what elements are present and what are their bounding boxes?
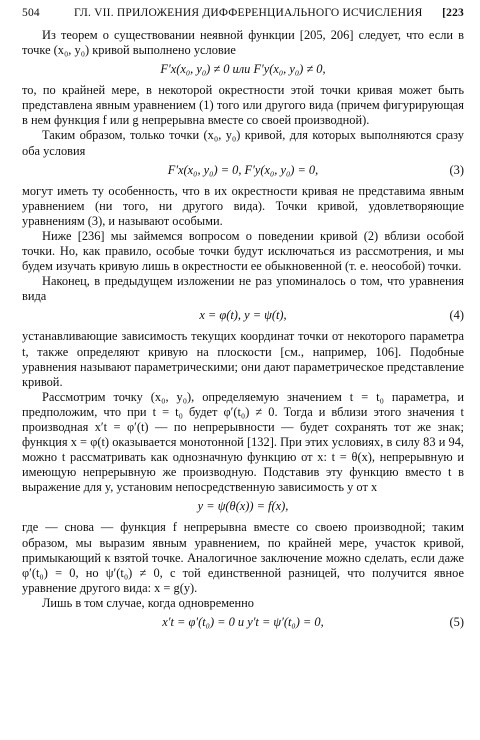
paragraph: Таким образом, только точки (x₀, y₀) кривой, для которых выполняются сразу оба условия bbox=[22, 128, 464, 158]
chapter-title: ГЛ. VII. ПРИЛОЖЕНИЯ ДИФФЕРЕНЦИАЛЬНОГО ИСЧИСЛЕНИЯ bbox=[74, 7, 423, 19]
display-formula bbox=[22, 162, 464, 179]
page-body bbox=[22, 28, 464, 631]
page-number: 504 bbox=[22, 7, 40, 19]
paragraph: то, по крайней мере, в некоторой окрестности этой точки кривая может быть представлена явным уравнением (1) того или другого вида (причем фигурирующая в нем функция f или g непрерывна вместе со своей производной). bbox=[22, 83, 464, 128]
paragraph: устанавливающие зависимость текущих координат точки от некоторого параметра t, также определяют кривую на плоскости [см., например, 106]. Подобные уравнения называют параметрическими; они дают параметрическое представление кривой. bbox=[22, 329, 464, 389]
running-header bbox=[22, 6, 464, 20]
formula-text: x′t = φ′(t₀) = 0 и y′t = ψ′(t₀) = 0, bbox=[162, 615, 324, 629]
paragraph: где — снова — функция f непрерывна вместе со своею производной; таким образом, мы выразим явным уравнением, по крайней мере, участок кривой, примыкающий к взятой точке. Аналогичное заключение можно сделать, если даже φ′(t₀) = 0, но ψ′(t₀) ≠ 0, с той единственной разницей, что получится явное уравнение другого вида: x = g(y). bbox=[22, 520, 464, 595]
paragraph: Лишь в том случае, когда одновременно bbox=[42, 595, 254, 610]
formula-text: y = ψ(θ(x)) = f(x), bbox=[197, 499, 289, 514]
display-formula bbox=[22, 498, 464, 515]
paragraph: Рассмотрим точку (x₀, y₀), определяемую значением t = t₀ параметра, и предположим, что при t = t₀ будет φ′(t₀) ≠ 0. Тогда и вблизи этого значения t производная x′t = φ′(t) — по непрерывности — будет сохранять тот же знак; функция x = φ(t) оказывается монотонной [132]. При этих условиях, в силу 83 и 94, можно t рассматривать как однозначную функцию от x: t = θ(x), непрерывную и имеющую непрерывную же производную. Подставив эту функцию вместо t в выражение для y, установим непосредственную зависимость y от x bbox=[22, 389, 464, 495]
paragraph: могут иметь ту особенность, что в их окрестности кривая не представима явным уравнением (ни того, ни другого вида). Точки кривой, удовлетворяющие уравнениям (3), и называют особыми. bbox=[22, 183, 464, 228]
equation-number: (3) bbox=[449, 162, 464, 177]
formula-text: x = φ(t), y = ψ(t), bbox=[199, 308, 287, 323]
paragraph: Из теорем о существовании неявной функции [205, 206] следует, что если в точке (x₀, y₀) кривой выполнено условие bbox=[22, 28, 464, 58]
display-formula bbox=[22, 61, 464, 78]
formula-text: F′x(x₀, y₀) ≠ 0 или F′y(x₀, y₀) ≠ 0, bbox=[160, 62, 326, 77]
section-number: [223 bbox=[442, 7, 464, 19]
equation-number: (5) bbox=[449, 615, 464, 629]
equation-number: (4) bbox=[449, 308, 464, 323]
paragraph: Ниже [236] мы займемся вопросом о поведении кривой (2) вблизи особой точки. Но, как правило, особые точки будут исключаться из рассмотрения, и мы будем изучать кривую лишь в окрестности ее обыкновенной (т. е. неособой) точки. bbox=[22, 228, 464, 274]
paragraph: Наконец, в предыдущем изложении не раз упоминалось о том, что уравнения вида bbox=[22, 274, 464, 304]
formula-text: F′x(x₀, y₀) = 0, F′y(x₀, y₀) = 0, bbox=[167, 162, 319, 177]
display-formula bbox=[22, 614, 464, 631]
display-formula bbox=[22, 307, 464, 324]
